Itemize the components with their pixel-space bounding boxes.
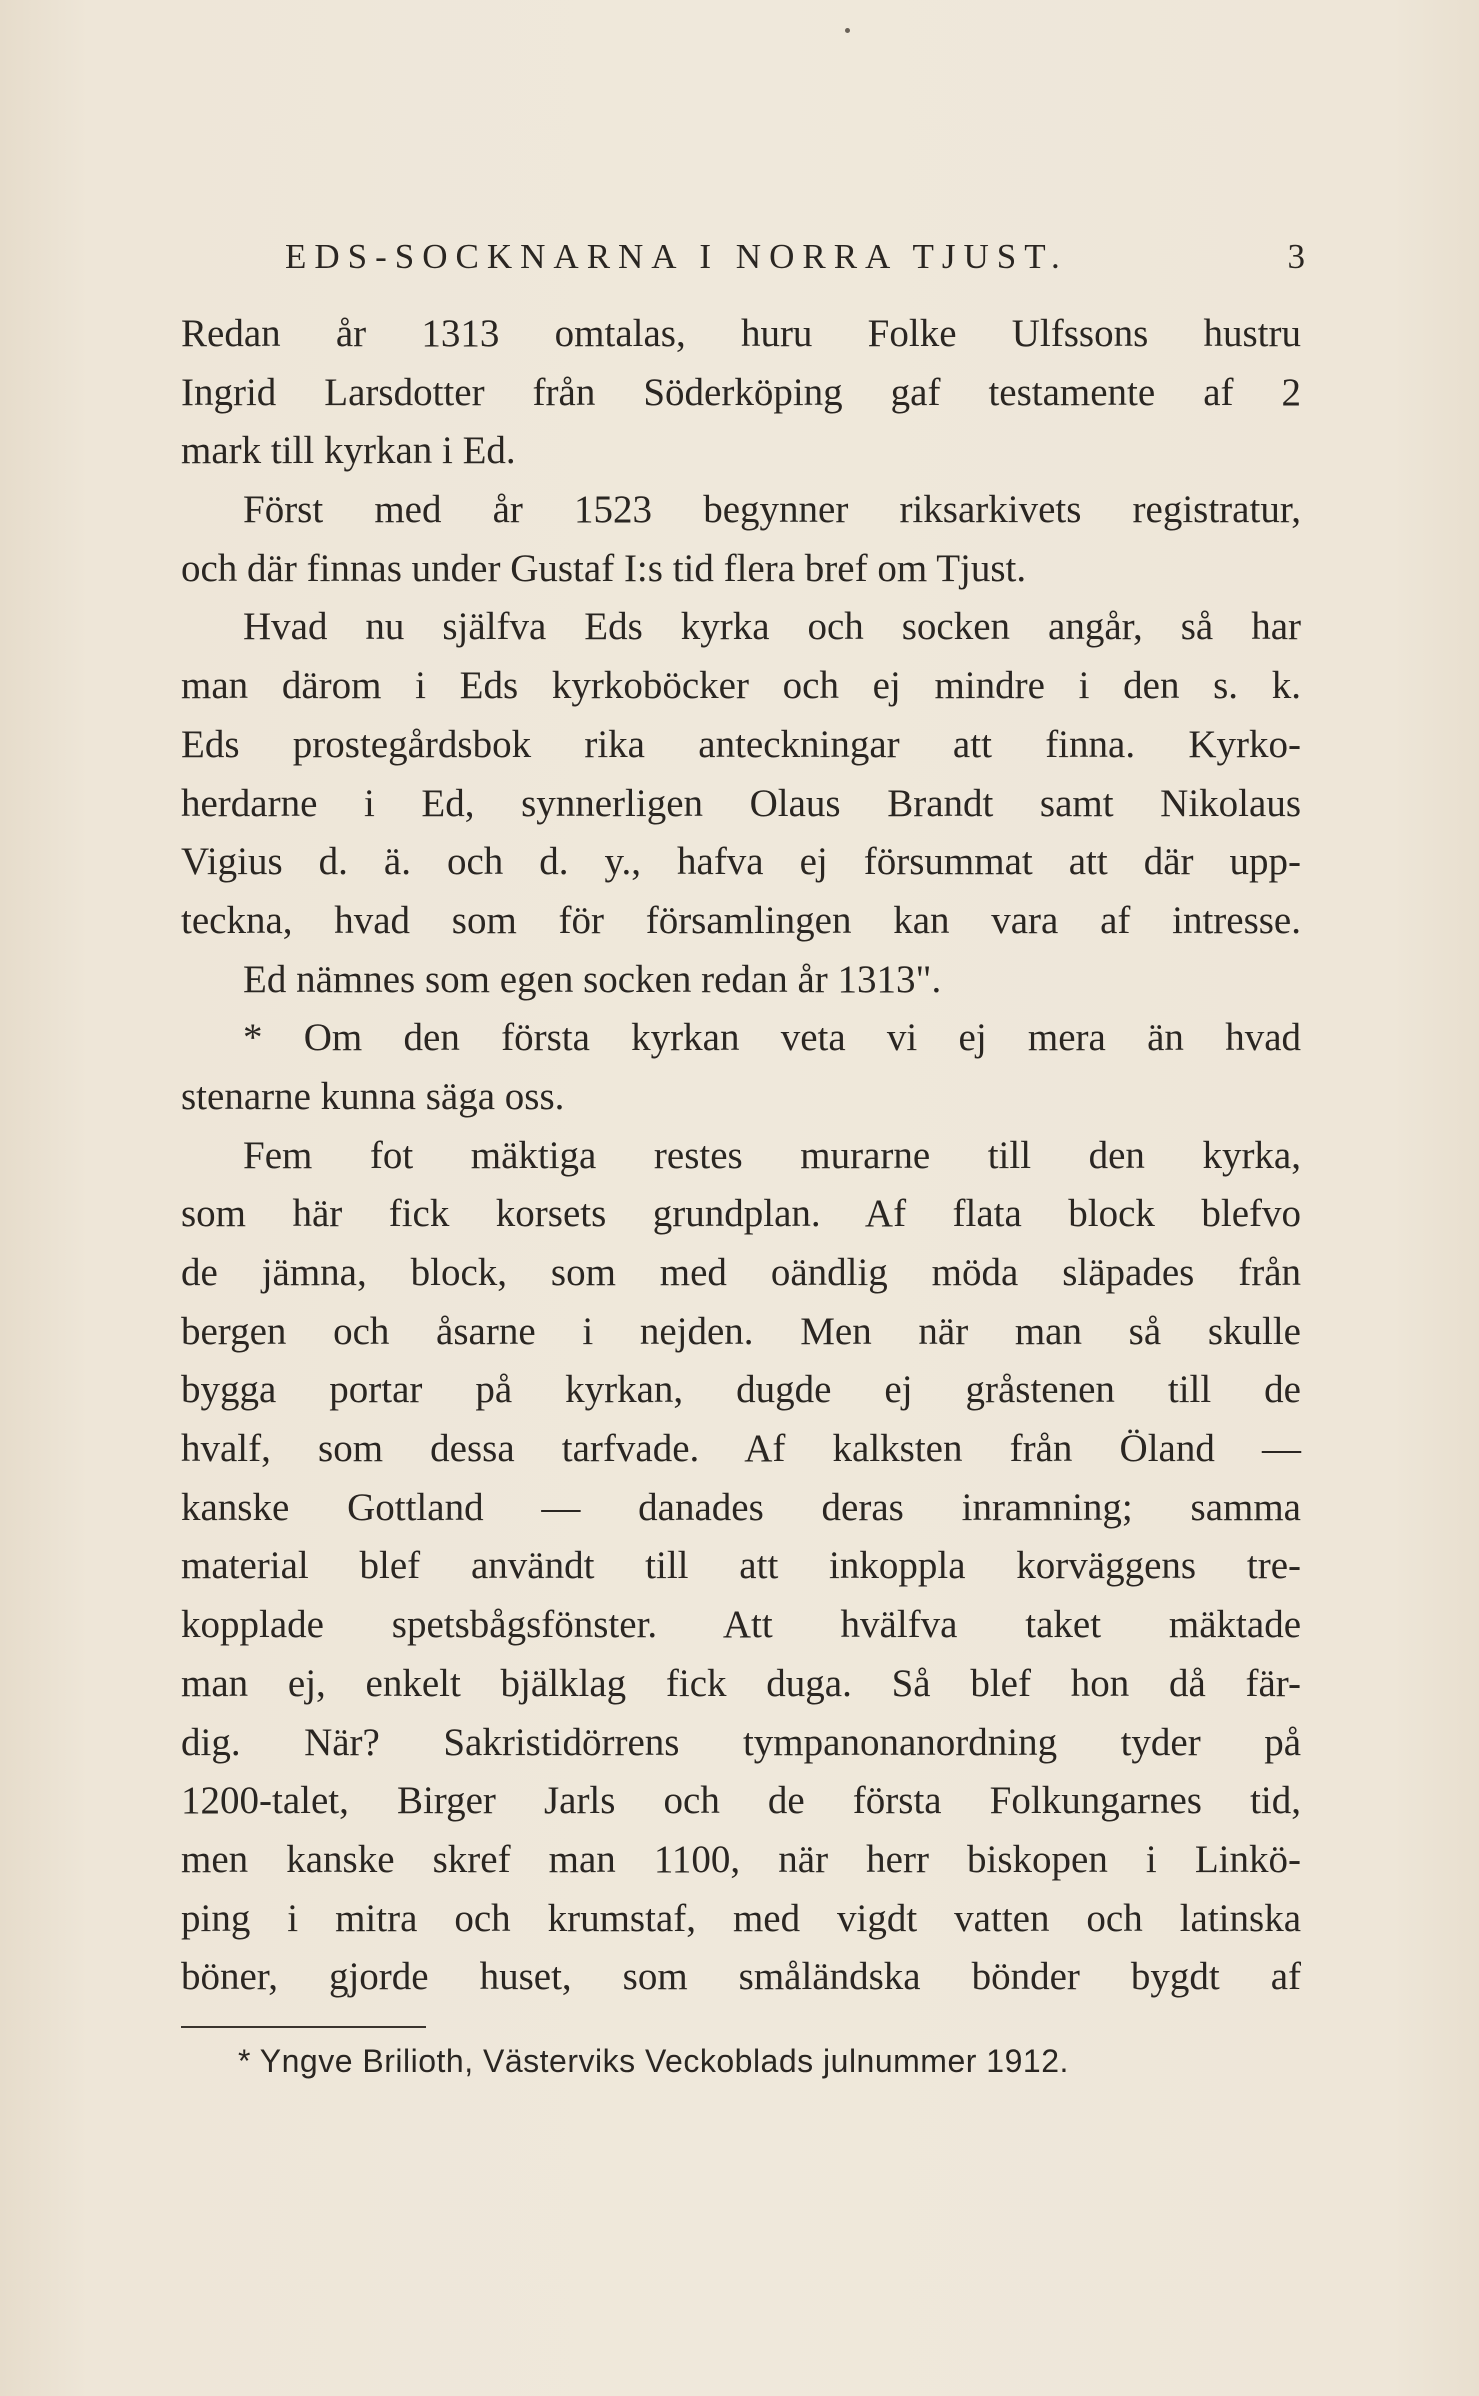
text-line: Ingrid Larsdotter från Söderköping gaf testamente af 2 [181,370,1301,414]
text-line: Hvad nu själfva Eds kyrka och socken angår, så har [243,605,1301,649]
running-header [285,234,1305,280]
text-line: bergen och åsarne i nejden. Men när man så skulle [181,1309,1301,1353]
text-line: Vigius d. ä. och d. y., hafva ej försummat att där upp- [181,840,1301,884]
text-line: dig. När? Sakristidörrens tympanonanordning tyder på [181,1720,1301,1764]
text-line: kopplade spetsbågsfönster. Att hvälfva taket mäktade [181,1603,1301,1647]
text-line: teckna, hvad som för församlingen kan vara af intresse. [181,898,1301,942]
text-line: man ej, enkelt bjälklag fick duga. Så blef hon då fär- [181,1661,1301,1705]
text-line: ping i mitra och krumstaf, med vigdt vatten och latinska [181,1896,1301,1940]
text-line: som här fick korsets grundplan. Af flata block blefvo [181,1192,1301,1236]
text-line: hvalf, som dessa tarfvade. Af kalksten från Öland — [181,1427,1301,1471]
text-line: men kanske skref man 1100, när herr biskopen i Linkö- [181,1837,1301,1881]
running-title: EDS-SOCKNARNA I NORRA TJUST. [285,237,1068,276]
text-line: Fem fot mäktiga restes murarne till den kyrka, [243,1133,1301,1177]
text-line: Eds prostegårdsbok rika anteckningar att finna. Kyrko- [181,722,1301,766]
text-line: * Om den första kyrkan veta vi ej mera än hvad [243,1016,1301,1060]
text-line: Ed nämnes som egen socken redan år 1313". [243,957,942,1001]
text-line: man därom i Eds kyrkoböcker och ej mindre i den s. k. [181,664,1301,708]
text-line: och där finnas under Gustaf I:s tid flera bref om Tjust. [181,546,1027,590]
text-line: bygga portar på kyrkan, dugde ej gråstenen till de [181,1368,1301,1412]
text-line: Redan år 1313 omtalas, huru Folke Ulfssons hustru [181,312,1301,355]
text-line: de jämna, block, som med oändlig möda släpades från [181,1251,1301,1294]
footnote-rule [181,2026,426,2028]
text-line: mark till kyrkan i Ed. [181,429,516,473]
text-line: herdarne i Ed, synnerligen Olaus Brandt samt Nikolaus [181,781,1301,825]
text-line: kanske Gottland — danades deras inramning; samma [181,1485,1301,1529]
text-line: böner, gjorde huset, som småländska bönder bygdt af [181,1955,1301,1999]
print-speck [845,28,850,33]
text-line: 1200-talet, Birger Jarls och de första Folkungarnes tid, [181,1779,1301,1823]
page-number: 3 [1287,237,1305,276]
text-line: Först med år 1523 begynner riksarkivets registratur, [243,488,1301,532]
text-line: material blef användt till att inkoppla korväggens tre- [181,1544,1301,1588]
footnote: * Yngve Brilioth, Västerviks Veckoblads julnummer 1912. [238,2043,1069,2079]
text-line: stenarne kunna säga oss. [181,1074,565,1118]
body-text [181,305,1301,2007]
